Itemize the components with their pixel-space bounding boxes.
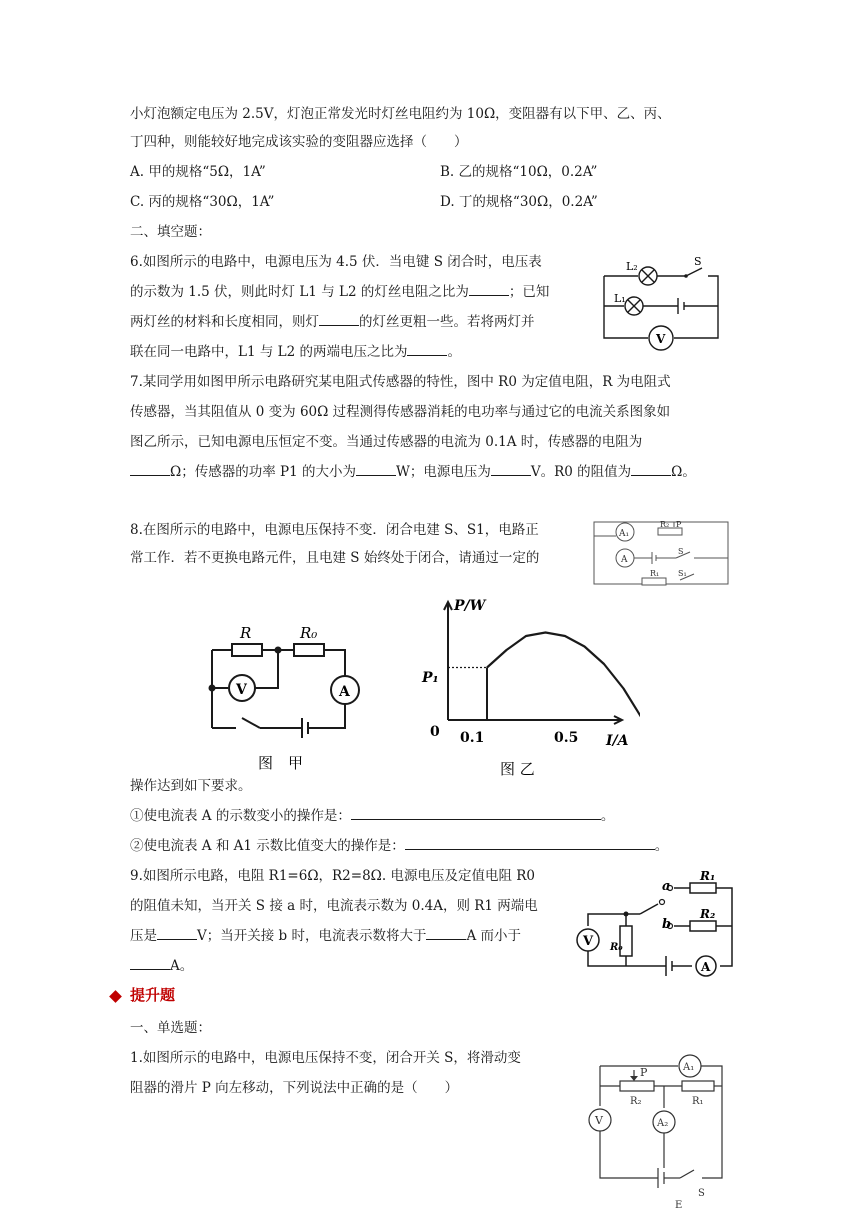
switch-s-label: S <box>694 255 702 268</box>
l1-label: L₁ <box>614 292 626 305</box>
r1-label: R₁ <box>700 869 716 883</box>
q5-option-a: A. 甲的规格“5Ω，1A” <box>130 164 266 180</box>
r2-label: R₂ <box>700 907 716 921</box>
figure-jia-circuit <box>200 620 360 780</box>
section-single-choice: 一、单选题： <box>130 1020 211 1036</box>
q8-line1: 8.在图所示的电路中，电源电压保持不变．闭合电建 S、S1，电路正 <box>130 522 539 538</box>
r1-label: R₁ <box>692 1096 704 1107</box>
voltmeter-label: V <box>595 1114 603 1127</box>
l2-label: L₂ <box>626 260 638 273</box>
q5-option-b: B. 乙的规格“10Ω，0.2A” <box>440 164 598 180</box>
r2-label: R₂ <box>630 1096 642 1107</box>
q9-line2: 的阻值未知，当开关 S 接 a 时，电流表示数为 0.4A，则 R1 两端电 <box>130 898 538 914</box>
section-fill-blank: 二、填空题： <box>130 224 211 240</box>
ammeter-a1-label: A₁ <box>683 1062 695 1073</box>
q6-line1: 6.如图所示的电路中，电源电压为 4.5 伏．当电键 S 闭合时，电压表 <box>130 254 542 270</box>
answer-blank <box>426 926 466 940</box>
q9-line1: 9.如图所示电路，电阻 R1=6Ω，R2=8Ω. 电源电压及定值电阻 R0 <box>130 868 535 884</box>
q8-circuit-diagram <box>592 518 732 590</box>
p1-circuit-diagram <box>582 1048 732 1212</box>
q7-line2: 传感器，当其阻值从 0 变为 60Ω 过程测得传感器消耗的电功率与通过它的电流关系图象如 <box>130 404 671 420</box>
q5-option-d: D. 丁的规格“30Ω，0.2A” <box>440 194 598 210</box>
section-bullet-icon <box>109 990 122 1003</box>
ammeter-a-label: A <box>621 555 628 565</box>
figure-yi-chart <box>410 590 640 786</box>
voltmeter-label: V <box>656 332 666 346</box>
answer-blank <box>130 956 170 970</box>
switch-s-label: S <box>698 1188 705 1199</box>
x-tick-0-5: 0.5 <box>554 730 579 746</box>
r1-label: R₁ <box>650 569 660 578</box>
ammeter-a2-label: A₂ <box>657 1118 669 1129</box>
switch-s1-label: S₁ <box>678 569 687 578</box>
terminal-a-label: a <box>662 879 671 894</box>
ammeter-label: A <box>701 960 711 974</box>
section-title-advanced: 提升题 <box>130 986 176 1004</box>
r0-label: R₀ <box>610 942 623 953</box>
voltmeter-label: V <box>583 934 594 949</box>
r0-label: R₀ <box>300 624 318 642</box>
ammeter-a1-label: A₁ <box>619 529 630 539</box>
q5-line1: 小灯泡额定电压为 2.5V，灯泡正常发光时灯丝电阻约为 10Ω，变阻器有以下甲、乙、丙、 <box>130 106 671 122</box>
slider-p-label: P <box>640 1066 648 1079</box>
q8-line3: 操作达到如下要求。 <box>130 778 252 794</box>
p1-line1: 1.如图所示的电路中，电源电压保持不变，闭合开关 S，将滑动变 <box>130 1050 521 1066</box>
p1-line2: 阻器的滑片 P 向左移动，下列说法中正确的是（ ） <box>130 1080 459 1096</box>
answer-blank <box>407 342 447 356</box>
q6-line4: 联在同一电路中，L1 与 L2 的两端电压之比为 。 <box>130 344 461 360</box>
slider-p-label: P <box>676 520 682 529</box>
q7-line4: Ω；传感器的功率 P1 的大小为 W；电源电压为 V。R0 的阻值为 Ω。 <box>130 462 696 482</box>
q5-option-c: C. 丙的规格“30Ω，1A” <box>130 194 275 210</box>
q8-line4: ①使电流表 A 的示数变小的操作是： 。 <box>130 808 615 824</box>
switch-s-label: S <box>678 547 684 556</box>
power-current-curve <box>487 633 640 721</box>
answer-blank <box>491 462 531 476</box>
q5-line2: 丁四种，则能较好地完成该实验的变阻器应选择（ ） <box>130 134 468 150</box>
r-label: R <box>240 624 252 642</box>
q7-line1: 7.某同学用如图甲所示电路研究某电阻式传感器的特性，图中 R0 为定值电阻，R 为电阻式 <box>130 374 671 390</box>
q6-circuit-diagram <box>596 254 726 354</box>
answer-blank <box>631 462 671 476</box>
figure-yi-caption: 图 乙 <box>500 760 535 778</box>
q6-line2: 的示数为 1.5 伏，则此时灯 L1 与 L2 的灯丝电阻之比为 ；已知 <box>130 284 550 300</box>
q9-circuit-diagram <box>574 868 742 978</box>
origin-label: 0 <box>430 724 440 740</box>
q8-line5: ②使电流表 A 和 A1 示数比值变大的操作是： 。 <box>130 838 669 854</box>
q8-line2: 常工作．若不更换电路元件，且电建 S 始终处于闭合，请通过一定的 <box>130 550 540 566</box>
answer-blank <box>157 926 197 940</box>
ammeter-label: A <box>339 684 350 700</box>
y-axis-label: P/W <box>454 598 486 614</box>
q9-line4: A。 <box>130 956 193 976</box>
answer-blank-long <box>405 836 655 850</box>
answer-blank <box>356 462 396 476</box>
answer-blank <box>319 312 359 326</box>
answer-blank-long <box>351 806 601 820</box>
q6-line3: 两灯丝的材料和长度相同，则灯 的灯丝更粗一些。若将两灯并 <box>130 314 535 330</box>
x-axis-label: I/A <box>606 733 629 749</box>
r2-label: R₂ <box>660 520 670 529</box>
figure-jia-caption: 图 甲 <box>258 754 304 772</box>
q9-line3: 压是 V；当开关接 b 时，电流表示数将大于 A 而小于 <box>130 928 522 944</box>
voltmeter-label: V <box>236 682 247 698</box>
answer-blank <box>130 462 170 476</box>
q7-line3: 图乙所示，已知电源电压恒定不变。当通过传感器的电流为 0.1A 时，传感器的电阻为 <box>130 434 643 450</box>
answer-blank <box>469 282 509 296</box>
terminal-b-label: b <box>662 917 672 932</box>
p1-tick-label: P₁ <box>422 670 439 686</box>
battery-e-label: E <box>675 1200 683 1211</box>
x-tick-0-1: 0.1 <box>460 730 485 746</box>
